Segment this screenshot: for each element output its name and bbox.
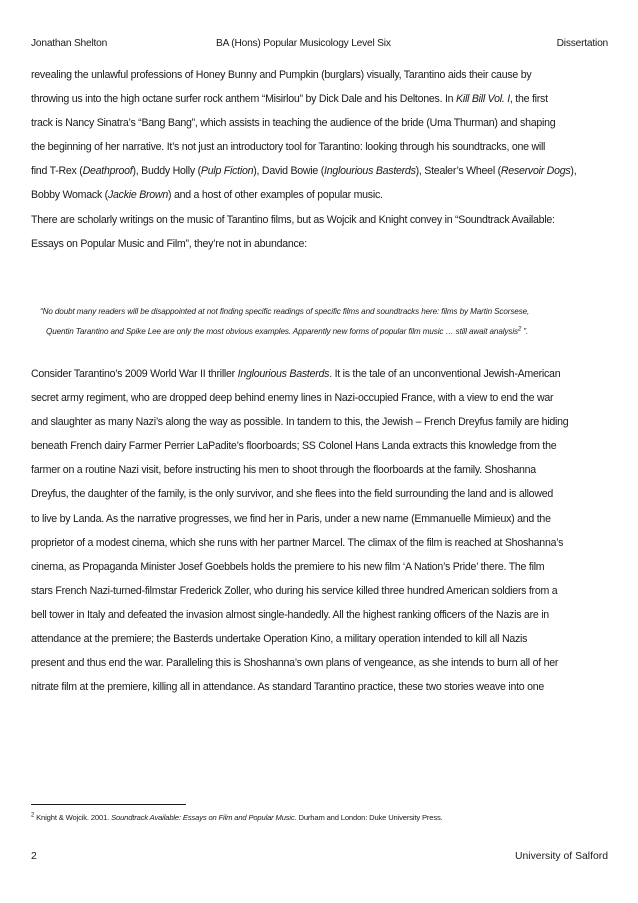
- text-run: Bobby Womack (: [31, 189, 108, 202]
- text-run: present and thus end the war. Paralleling this is Shoshanna’s own plans of vengeance, as she intends to burn all of her: [31, 657, 559, 670]
- italic-title: Inglourious Basterds: [237, 368, 330, 380]
- text-run: cinema, as Propaganda Minister Josef Goebbels holds the premiere to his new film ‘A Nation’s Pride’ there. The film: [31, 560, 545, 573]
- text-run: farmer on a routine Nazi visit, before instructing his men to shoot through the floorboards at the family. Shoshanna: [31, 464, 536, 477]
- text-run: ”.: [521, 327, 529, 336]
- text-run: the beginning of her narrative. It’s not just an introductory tool for Tarantino: looking through his soundtracks, one will: [31, 141, 546, 154]
- text-run: to live by Landa. As the narrative progresses, we find her in Paris, under a new name (Emmanuelle Mimieux) and the: [31, 512, 551, 525]
- text-line: [31, 651, 609, 675]
- text-run: proprietor of a modest cinema, which she runs with her partner Marcel. The climax of the film is reached at Shoshanna’s: [31, 536, 564, 549]
- header-doc-type: Dissertation: [556, 38, 608, 49]
- text-run: and slaughter as many Nazi’s along the way as possible. In tandem to this, the Jewish – French Dreyfus family are hiding: [31, 416, 569, 429]
- text-run: ),: [570, 165, 577, 178]
- text-line: [31, 434, 609, 458]
- text-run: attendance at the premiere; the Basterds undertake Operation Kino, a military operation intended to kill all Nazis: [31, 633, 528, 646]
- text-run: Dreyfus, the daughter of the family, is the only survivor, and she flees into the field surrounding the land and is allowed: [31, 488, 554, 501]
- text-run: stars French Nazi-turned-filmstar Frederick Zoller, who during his service killed three hundred American soldiers from a: [31, 584, 558, 597]
- text-line: [31, 159, 609, 183]
- text-line: [31, 362, 609, 386]
- italic-title: Deathproof: [82, 165, 133, 178]
- text-line: [31, 507, 609, 531]
- text-run: . It is the tale of an unconventional Jewish-American: [329, 368, 561, 380]
- footnote-ref: 2: [31, 812, 35, 819]
- block-quote: [40, 302, 610, 342]
- header-author: Jonathan Shelton: [31, 38, 108, 49]
- text-line: [31, 603, 609, 627]
- text-line: [31, 482, 609, 506]
- footnote-divider: [31, 804, 186, 805]
- italic-title: Inglourious Basterds: [324, 165, 416, 178]
- text-line: [31, 531, 609, 555]
- text-run: revealing the unlawful professions of Honey Bunny and Pumpkin (burglars) visually, Tarantino aids their cause by: [31, 69, 532, 81]
- text-run: , the first: [509, 93, 548, 106]
- text-line: [31, 63, 609, 87]
- text-run: Quentin Tarantino and Spike Lee are only the most obvious examples. Apparently new forms of popular film music … still await analysis: [46, 327, 518, 336]
- text-run: There are scholarly writings on the music of Tarantino films, but as Wojcik and Knight convey in “Soundtrack Available:: [31, 213, 555, 226]
- text-line: [31, 135, 609, 159]
- text-line: [40, 322, 610, 342]
- text-run: “No doubt many readers will be disappointed at not finding specific readings of specific films and soundtracks here: films by Martin Scorsese,: [40, 307, 530, 316]
- text-line: [31, 627, 609, 651]
- text-line: [31, 111, 609, 135]
- text-line: [31, 410, 609, 434]
- text-run: throwing us into the high octane surfer rock anthem “Misirlou” by Dick Dale and his Deltones. In: [31, 93, 457, 106]
- italic-title: Pulp Fiction: [200, 165, 254, 178]
- text-line: [40, 302, 610, 322]
- text-line: [31, 386, 609, 410]
- text-run: secret army regiment, who are dropped deep behind enemy lines in Nazi-occupied France, with a view to end the war: [31, 392, 554, 405]
- text-run: ), Stealer’s Wheel (: [415, 165, 501, 178]
- text-run: Knight & Wojcik. 2001.: [34, 813, 112, 822]
- footer-institution: University of Salford: [515, 851, 608, 862]
- text-run: bell tower in Italy and defeated the invasion almost single-handedly. All the highest ranking officers of the Nazis are in: [31, 608, 549, 621]
- text-line: [31, 458, 609, 482]
- text-run: beneath French dairy Farmer Perrier LaPadite’s floorboards; SS Colonel Hans Landa extracts this knowledge from the: [31, 440, 557, 453]
- header-course: BA (Hons) Popular Musicology Level Six: [216, 38, 391, 49]
- body-paragraphs-top: [31, 63, 609, 256]
- text-run: Durham and London: Duke University Press.: [296, 813, 443, 822]
- footnote-ref: 2: [517, 326, 522, 333]
- text-run: find T-Rex (: [31, 165, 83, 178]
- text-run: ), Buddy Holly (: [132, 165, 201, 178]
- page-footer: [31, 851, 608, 865]
- text-run: ) and a host of other examples of popular music.: [167, 189, 383, 202]
- italic-title: Soundtrack Available: Essays on Film and Popular Music.: [111, 813, 297, 822]
- paragraph-scholarly-writings: [31, 208, 609, 256]
- text-line: [31, 208, 609, 232]
- text-line: [31, 183, 609, 207]
- paragraph-soundtrack-examples: [31, 63, 609, 208]
- text-run: Essays on Popular Music and Film”, they’re not in abundance:: [31, 237, 307, 250]
- page-header: [31, 38, 608, 52]
- text-line: [31, 675, 609, 699]
- page-number: 2: [31, 851, 37, 862]
- footnote: [31, 813, 443, 822]
- text-line: [31, 555, 609, 579]
- text-run: nitrate film at the premiere, killing all in attendance. As standard Tarantino practice, these two stories weave into one: [31, 681, 545, 694]
- paragraph-inglourious-basterds: [31, 362, 609, 699]
- text-run: ), David Bowie (: [253, 165, 325, 178]
- text-line: [31, 579, 609, 603]
- italic-title: Jackie Brown: [107, 189, 168, 202]
- text-run: Consider Tarantino’s 2009 World War II thriller: [31, 368, 238, 380]
- text-run: track is Nancy Sinatra’s “Bang Bang”, which assists in teaching the audience of the bride (Uma Thurman) and shaping: [31, 117, 556, 130]
- text-line: [31, 87, 609, 111]
- italic-title: Reservoir Dogs: [500, 165, 571, 178]
- italic-title: Kill Bill Vol. I: [456, 93, 510, 106]
- text-line: [31, 232, 609, 256]
